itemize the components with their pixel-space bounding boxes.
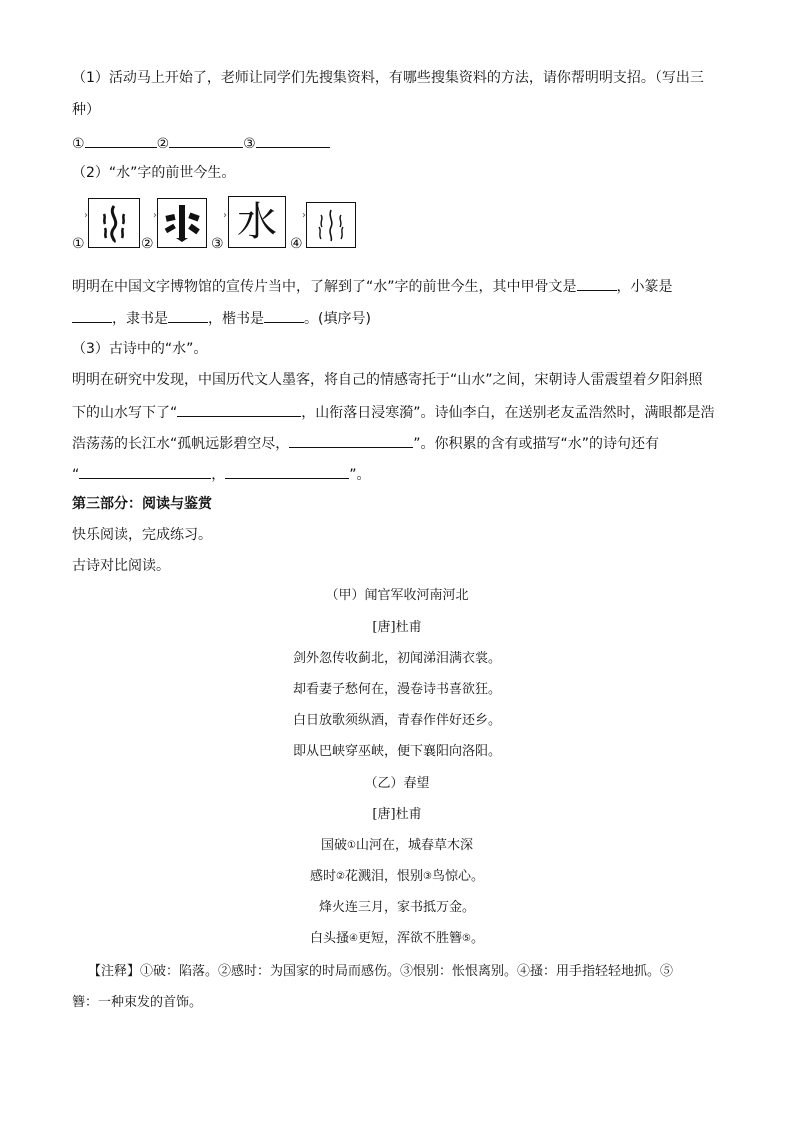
regular-script-water-char: 水 — [237, 199, 277, 245]
note-marker-5: ⑤ — [462, 933, 471, 944]
note-marker-1: ① — [347, 840, 356, 851]
q3-line-4 — [72, 464, 371, 484]
q2-para-text-4: ，楷书是 — [208, 311, 264, 327]
clerical-glyph — [157, 198, 207, 248]
q3-text-2a: 下的山水写下了“ — [72, 405, 178, 421]
water-character-evolution: ① › ② › ③ › 水 ④ › — [72, 192, 372, 254]
oracle-bone-glyph — [88, 198, 140, 248]
poem-b-line-1 — [0, 837, 794, 855]
poem-a-author: [唐]杜甫 — [372, 620, 422, 635]
q3-blank-3[interactable] — [79, 464, 211, 479]
q2-title: （2）“水”字的前世今生。 — [72, 165, 236, 181]
q3-text-4c: ”。 — [349, 467, 371, 483]
poem-a-line-4: 即从巴峡穿巫峡，便下襄阳向洛阳。 — [292, 744, 501, 759]
q2-para-text-5: 。(填序号) — [304, 311, 371, 327]
q3-line-3 — [72, 433, 659, 453]
clerical-blank[interactable] — [168, 308, 208, 323]
q2-para-line-2 — [72, 308, 371, 328]
poem-b-text-2b: 花溅泪，恨别 — [344, 869, 423, 884]
poem-b-title: （乙）春望 — [364, 776, 430, 791]
note-marker-2: ② — [336, 871, 345, 882]
glyph-label-1: ① — [72, 236, 85, 252]
q1-answer-row — [72, 133, 330, 153]
regular-script-blank[interactable] — [264, 308, 304, 323]
glyph-label-2: ② — [141, 236, 154, 252]
poem-b-line-3: 烽火连三月，家书抵万金。 — [318, 900, 475, 915]
poem-b-author: [唐]杜甫 — [372, 807, 422, 822]
poem-b-line-4 — [0, 930, 794, 948]
notes-line-2: 簪：一种束发的首饰。 — [72, 995, 203, 1010]
q1-marker-1: ① — [72, 136, 85, 152]
q3-blank-4[interactable] — [225, 464, 349, 479]
poem-b-text-2a: 感时 — [310, 869, 337, 884]
part3-intro-1: 快乐阅读，完成练习。 — [72, 527, 212, 543]
poem-b-text-4a: 白头搔 — [310, 931, 350, 946]
part3-intro-2: 古诗对比阅读。 — [72, 558, 170, 574]
part3-heading: 第三部分：阅读与鉴赏 — [72, 496, 212, 512]
q3-blank-1[interactable] — [177, 402, 301, 417]
q2-para-text-3: ，隶书是 — [112, 311, 168, 327]
glyph-label-3: ③ — [211, 236, 224, 252]
seal-script-water-icon — [311, 207, 351, 243]
poem-a-title: （甲）闻官军收河南河北 — [325, 588, 469, 603]
q3-text-3b: ”。你积累的含有或描写“水”的诗句还有 — [413, 436, 660, 452]
oracle-bone-blank[interactable] — [577, 276, 617, 291]
poem-b-line-2 — [0, 868, 794, 886]
note-marker-4: ④ — [349, 933, 358, 944]
poem-b-text-2c: 鸟惊心。 — [431, 869, 484, 884]
oracle-bone-water-icon — [94, 202, 134, 244]
regular-script-glyph — [228, 196, 286, 248]
poem-a-line-1: 剑外忽传收蓟北，初闻涕泪满衣裳。 — [292, 651, 501, 666]
q3-text-2b: ，山衔落日浸寒漪”。诗仙李白，在送别老友孟浩然时，满眼都是浩 — [301, 405, 715, 421]
poem-a-line-2: 却看妻子愁何在，漫卷诗书喜欲狂。 — [292, 682, 501, 697]
q1-marker-3: ③ — [243, 136, 256, 152]
q2-para-text-1: 明明在中国文字博物馆的宣传片当中，了解到了“水”字的前世今生，其中甲骨文是 — [72, 279, 577, 295]
poem-b-text-4c: 。 — [470, 931, 484, 946]
q3-title: （3）古诗中的“水”。 — [72, 341, 208, 357]
q1-blank-3[interactable] — [256, 133, 330, 148]
q1-line-2: 种） — [72, 102, 100, 118]
q3-text-4b: ， — [211, 467, 226, 483]
q3-line-2 — [72, 402, 715, 422]
notes-line-1: 【注释】①破：陷落。②感时：为国家的时局而感伤。③恨别：怅恨离别。④搔：用手指轻轻地抓。⑤ — [88, 964, 674, 979]
q1-marker-2: ② — [156, 136, 170, 152]
q1-blank-1[interactable] — [85, 133, 157, 148]
q3-blank-2[interactable] — [289, 433, 413, 448]
note-marker-3: ③ — [423, 871, 432, 882]
poem-b-text-1b: 山河在，城春草木深 — [355, 838, 473, 853]
poem-b-text-4b: 更短，浑欲不胜簪 — [357, 931, 462, 946]
poem-a-line-3: 白日放歌须纵酒，青春作伴好还乡。 — [292, 713, 501, 728]
q3-text-4a: “ — [72, 467, 80, 483]
seal-script-glyph — [306, 202, 356, 248]
q2-para-line-1 — [72, 276, 673, 296]
q3-text-3a: 浩荡荡的长江水“孤帆远影碧空尽， — [72, 436, 290, 452]
seal-script-blank[interactable] — [72, 308, 112, 323]
q2-para-text-2: ，小篆是 — [616, 279, 673, 295]
q3-line-1: 明明在研究中发现，中国历代文人墨客，将自己的情感寄托于“山水”之间，宋朝诗人雷震望着夕阳斜照 — [72, 372, 703, 388]
glyph-label-4: ④ — [290, 236, 303, 252]
clerical-water-icon — [162, 202, 202, 244]
q1-line-1: （1）活动马上开始了，老师让同学们先搜集资料，有哪些搜集资料的方法，请你帮明明支招。（写出三 — [72, 70, 704, 86]
poem-b-text-1a: 国破 — [321, 838, 348, 853]
q1-blank-2[interactable] — [169, 133, 243, 148]
